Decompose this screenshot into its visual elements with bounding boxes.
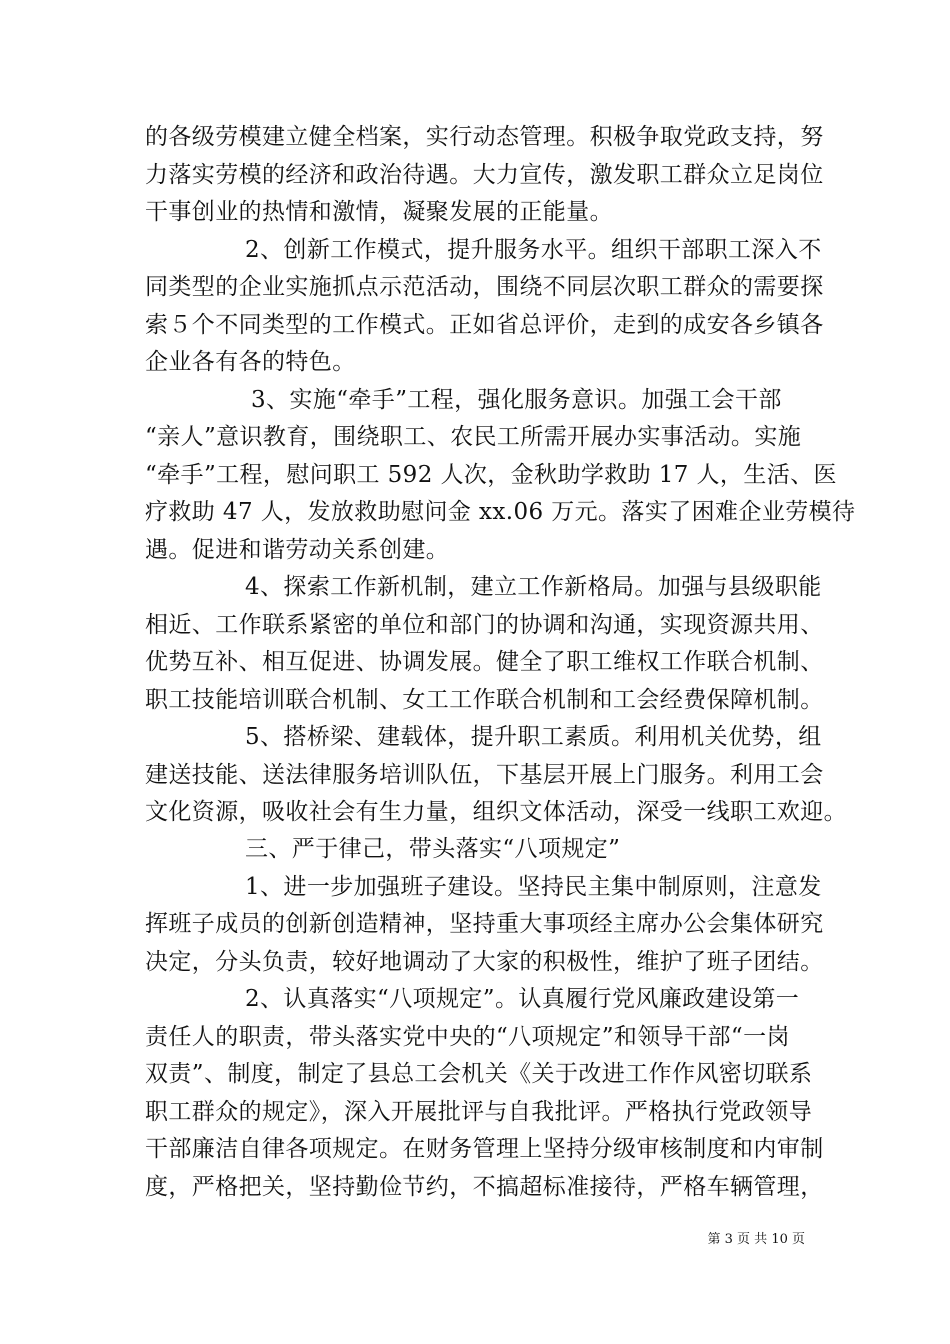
text-line: 双责”、制度，制定了县总工会机关《关于改进工作作风密切联系	[145, 1061, 813, 1087]
text-line: 优势互补、相互促进、协调发展。健全了职工维权工作联合机制、	[145, 649, 824, 675]
text-line: “亲人”意识教育，围绕职工、农民工所需开展办实事活动。实施	[145, 424, 802, 450]
page-number: 第 3 页 共 10 页	[707, 1232, 805, 1247]
text-line-indented: 2、认真落实“八项规定”。认真履行党风廉政建设第一	[245, 986, 800, 1012]
text-line: 同类型的企业实施抓点示范活动，围绕不同层次职工群众的需要探	[145, 274, 824, 300]
text-line: 企业各有各的特色。	[145, 349, 356, 375]
text-line: “牵手”工程，慰问职工 592 人次，金秋助学救助 17 人，生活、医	[145, 462, 837, 488]
text-line: 相近、工作联系紧密的单位和部门的协调和沟通，实现资源共用、	[145, 612, 824, 638]
text-line: 干部廉洁自律各项规定。在财务管理上坚持分级审核制度和内审制	[145, 1136, 824, 1162]
text-line: 干事创业的热情和激情，凝聚发展的正能量。	[145, 199, 613, 225]
text-line-indented: 4、探索工作新机制，建立工作新格局。加强与县级职能	[245, 574, 822, 600]
text-line: 责任人的职责，带头落实党中央的“八项规定”和领导干部“一岗	[145, 1024, 790, 1050]
text-line: 遇。促进和谐劳动关系创建。	[145, 537, 450, 563]
text-line-indented: 2、创新工作模式，提升服务水平。组织干部职工深入不	[245, 237, 822, 263]
text-line: 度，严格把关，坚持勤俭节约，不搞超标准接待，严格车辆管理，	[145, 1174, 824, 1200]
text-line: 索５个不同类型的工作模式。正如省总评价，走到的成安各乡镇各	[145, 312, 824, 338]
text-line-indented: 5、搭桥梁、建载体，提升职工素质。利用机关优势，组	[245, 724, 822, 750]
text-line: 疗救助 47 人，发放救助慰问金 xx.06 万元。落实了困难企业劳模待	[145, 499, 856, 525]
section-heading: 三、严于律己，带头落实“八项规定”	[245, 836, 621, 862]
text-line: 文化资源，吸收社会有生力量，组织文体活动，深受一线职工欢迎。	[145, 799, 847, 825]
text-line-indented: 1、进一步加强班子建设。坚持民主集中制原则，注意发	[245, 874, 822, 900]
text-line: 力落实劳模的经济和政治待遇。大力宣传，激发职工群众立足岗位	[145, 162, 824, 188]
text-line: 决定，分头负责，较好地调动了大家的积极性，维护了班子团结。	[145, 949, 824, 975]
text-line: 挥班子成员的创新创造精神，坚持重大事项经主席办公会集体研究	[145, 911, 824, 937]
text-line-indented: 3、实施“牵手”工程，强化服务意识。加强工会干部	[251, 387, 782, 413]
text-line: 职工技能培训联合机制、女工工作联合机制和工会经费保障机制。	[145, 687, 824, 713]
text-line: 建送技能、送法律服务培训队伍，下基层开展上门服务。利用工会	[145, 762, 824, 788]
text-line: 的各级劳模建立健全档案，实行动态管理。积极争取党政支持，努	[145, 124, 824, 150]
text-line: 职工群众的规定》，深入开展批评与自我批评。严格执行党政领导	[145, 1099, 813, 1125]
